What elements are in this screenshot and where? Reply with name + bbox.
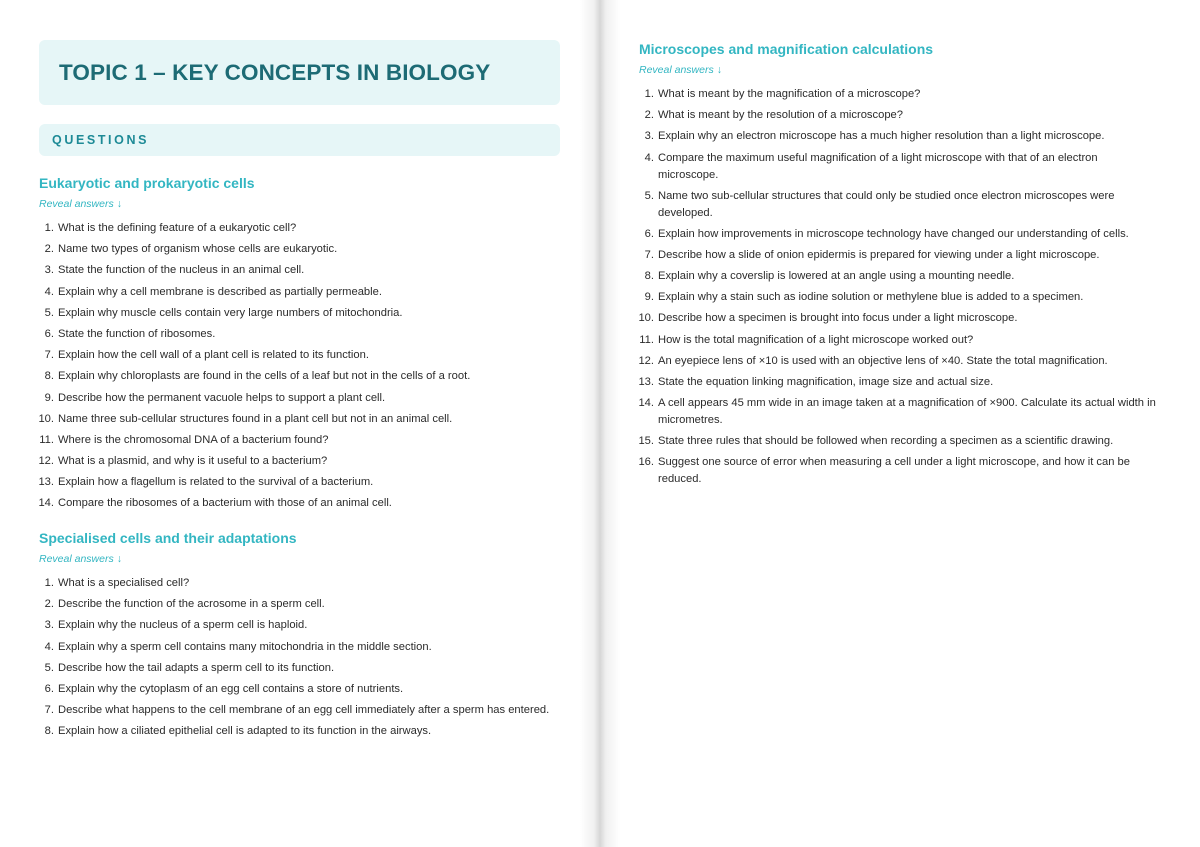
question-text: Explain why a sperm cell contains many mitochondria in the middle section. (58, 640, 432, 653)
question-item (638, 188, 1156, 226)
question-item (638, 226, 1156, 247)
question-number: 13. (638, 375, 654, 388)
question-text: Where is the chromosomal DNA of a bacterium found? (58, 433, 329, 446)
question-number: 11. (39, 433, 54, 446)
question-item (38, 326, 470, 347)
question-number: 10. (38, 412, 54, 425)
question-text: State the function of the nucleus in an animal cell. (58, 264, 305, 277)
question-text: What is the defining feature of a eukaryotic cell? (58, 222, 297, 234)
reveal-answers-label: Reveal answers (39, 198, 114, 210)
question-item (38, 453, 470, 474)
question-number: 16. (638, 456, 654, 469)
question-text: A cell appears 45 mm wide in an image taken at a magnification of ×900. Calculate its actual width in (658, 397, 1156, 410)
question-item (638, 86, 1156, 107)
question-item (38, 723, 549, 744)
question-item (38, 702, 549, 723)
reveal-answers-label: Reveal answers (39, 553, 114, 565)
question-number: 1. (644, 88, 654, 100)
question-number: 15. (638, 435, 654, 448)
question-number: 2. (44, 598, 54, 611)
question-text: What is a specialised cell? (58, 577, 190, 589)
question-text: Suggest one source of error when measuring a cell under a light microscope, and how it can be (658, 456, 1131, 469)
question-number: 14. (38, 497, 54, 510)
question-item (638, 107, 1156, 128)
question-item (38, 411, 470, 432)
question-item (38, 347, 470, 368)
question-text: Describe the function of the acrosome in a sperm cell. (58, 598, 325, 611)
question-item (638, 433, 1156, 454)
question-number: 5. (44, 661, 54, 674)
question-number: 3. (644, 130, 654, 143)
question-item (38, 639, 549, 660)
question-number: 6. (44, 327, 54, 340)
question-item (638, 268, 1156, 289)
question-number: 1. (44, 577, 54, 589)
question-text: Describe how a slide of onion epidermis is prepared for viewing under a light microscope. (658, 248, 1100, 261)
question-text-continued: developed. (658, 206, 713, 219)
question-item (38, 617, 549, 638)
question-item (638, 128, 1156, 149)
reveal-answers-link[interactable] (639, 64, 722, 76)
question-list-specialised (38, 575, 549, 745)
question-item (638, 150, 1156, 188)
question-item (38, 368, 470, 389)
question-number: 4. (644, 151, 654, 164)
question-text: Explain why a coverslip is lowered at an angle using a mounting needle. (658, 269, 1015, 282)
question-text: Compare the ribosomes of a bacterium with those of an animal cell. (58, 497, 392, 510)
question-text: Describe what happens to the cell membrane of an egg cell immediately after a sperm has entered. (58, 704, 550, 717)
question-text: Describe how the tail adapts a sperm cell to its function. (58, 661, 335, 674)
right-page (600, 0, 1200, 847)
question-list-microscopes (638, 86, 1156, 492)
question-item (38, 284, 470, 305)
question-text: Compare the maximum useful magnification of a light microscope with that of an electron (658, 151, 1098, 164)
question-item (38, 575, 549, 596)
question-text: Explain why chloroplasts are found in the cells of a leaf but not in the cells of a root. (58, 370, 471, 383)
question-number: 10. (638, 312, 654, 325)
question-text: Explain how improvements in microscope technology have changed our understanding of cells. (658, 227, 1129, 240)
question-item (38, 241, 470, 262)
question-item (38, 390, 470, 411)
question-number: 5. (44, 306, 54, 319)
question-item (38, 262, 470, 283)
arrow-down-icon: ↓ (116, 198, 122, 210)
question-text: Explain why a stain such as iodine solution or methylene blue is added to a specimen. (658, 291, 1084, 304)
question-number: 1. (44, 222, 54, 234)
question-list-eukaryotic (38, 220, 470, 517)
question-number: 14. (638, 397, 654, 410)
question-text: Explain why a cell membrane is described as partially permeable. (58, 285, 382, 298)
question-text: Describe how the permanent vacuole helps to support a plant cell. (58, 391, 386, 404)
question-number: 8. (44, 370, 54, 383)
question-text: What is a plasmid, and why is it useful to a bacterium? (58, 455, 328, 468)
question-number: 7. (644, 248, 654, 261)
question-number: 7. (44, 704, 54, 717)
question-text-continued: microscope. (658, 168, 719, 181)
question-text: Explain how the cell wall of a plant cell is related to its function. (58, 349, 369, 362)
question-number: 3. (44, 264, 54, 277)
reveal-answers-label: Reveal answers (639, 64, 714, 76)
arrow-down-icon: ↓ (716, 64, 722, 76)
question-number: 4. (44, 285, 54, 298)
question-item (38, 681, 549, 702)
question-text: Explain how a ciliated epithelial cell is adapted to its function in the airways. (58, 725, 432, 738)
question-text: Name two types of organism whose cells are eukaryotic. (58, 243, 338, 256)
questions-header (39, 124, 560, 156)
question-number: 6. (44, 682, 54, 695)
question-item (638, 332, 1156, 353)
question-item (638, 247, 1156, 268)
question-text: Explain why muscle cells contain very large numbers of mitochondria. (58, 306, 403, 319)
questions-label: QUESTIONS (52, 133, 150, 147)
question-text: Name three sub-cellular structures found in a plant cell but not in an animal cell. (58, 412, 453, 425)
question-number: 2. (644, 109, 654, 122)
question-number: 12. (38, 455, 54, 468)
question-text: Name two sub-cellular structures that could only be studied once electron microscopes were (658, 189, 1115, 202)
question-item (638, 395, 1156, 433)
topic-title: TOPIC 1 – KEY CONCEPTS IN BIOLOGY (59, 60, 491, 85)
question-item (638, 289, 1156, 310)
reveal-answers-link[interactable] (39, 198, 122, 210)
question-text: Describe how a specimen is brought into focus under a light microscope. (658, 312, 1018, 325)
question-text: Explain why the nucleus of a sperm cell is haploid. (58, 619, 308, 632)
question-item (638, 310, 1156, 331)
section-title-eukaryotic: Eukaryotic and prokaryotic cells (39, 175, 255, 191)
section-title-specialised: Specialised cells and their adaptations (39, 530, 297, 546)
question-number: 8. (644, 269, 654, 282)
question-item (638, 374, 1156, 395)
question-text-continued: micrometres. (658, 414, 723, 427)
question-text: Explain how a flagellum is related to the survival of a bacterium. (58, 476, 374, 489)
question-item (38, 432, 470, 453)
arrow-down-icon: ↓ (116, 553, 122, 565)
question-text: What is meant by the resolution of a microscope? (658, 109, 903, 122)
question-number: 13. (38, 476, 54, 489)
question-text: What is meant by the magnification of a microscope? (658, 88, 921, 100)
question-number: 3. (44, 619, 54, 632)
question-number: 2. (44, 243, 54, 256)
question-item (38, 220, 470, 241)
question-number: 9. (644, 291, 654, 304)
question-item (38, 305, 470, 326)
question-number: 7. (44, 349, 54, 362)
question-text: An eyepiece lens of ×10 is used with an objective lens of ×40. State the total magnification. (658, 354, 1108, 367)
section-title-microscopes: Microscopes and magnification calculations (639, 41, 934, 57)
question-text: Explain why the cytoplasm of an egg cell contains a store of nutrients. (58, 682, 404, 695)
question-text: State three rules that should be followed when recording a specimen as a scientific drawing. (658, 435, 1114, 448)
question-text: State the equation linking magnification, image size and actual size. (658, 375, 994, 388)
question-item (38, 474, 470, 495)
question-number: 4. (44, 640, 54, 653)
topic-title-box (39, 40, 560, 105)
question-item (638, 454, 1156, 492)
question-number: 6. (644, 227, 654, 240)
question-item (638, 353, 1156, 374)
question-text: State the function of ribosomes. (58, 327, 216, 340)
question-item (38, 660, 549, 681)
question-number: 9. (44, 391, 54, 404)
question-number: 11. (639, 333, 654, 346)
question-text: How is the total magnification of a light microscope worked out? (658, 333, 974, 346)
question-number: 8. (44, 725, 54, 738)
question-item (38, 495, 470, 516)
question-number: 12. (638, 354, 654, 367)
question-number: 5. (644, 189, 654, 202)
question-text: Explain why an electron microscope has a much higher resolution than a light microscope. (658, 130, 1105, 143)
reveal-answers-link[interactable] (39, 553, 122, 565)
question-text-continued: reduced. (658, 473, 702, 486)
question-item (38, 596, 549, 617)
